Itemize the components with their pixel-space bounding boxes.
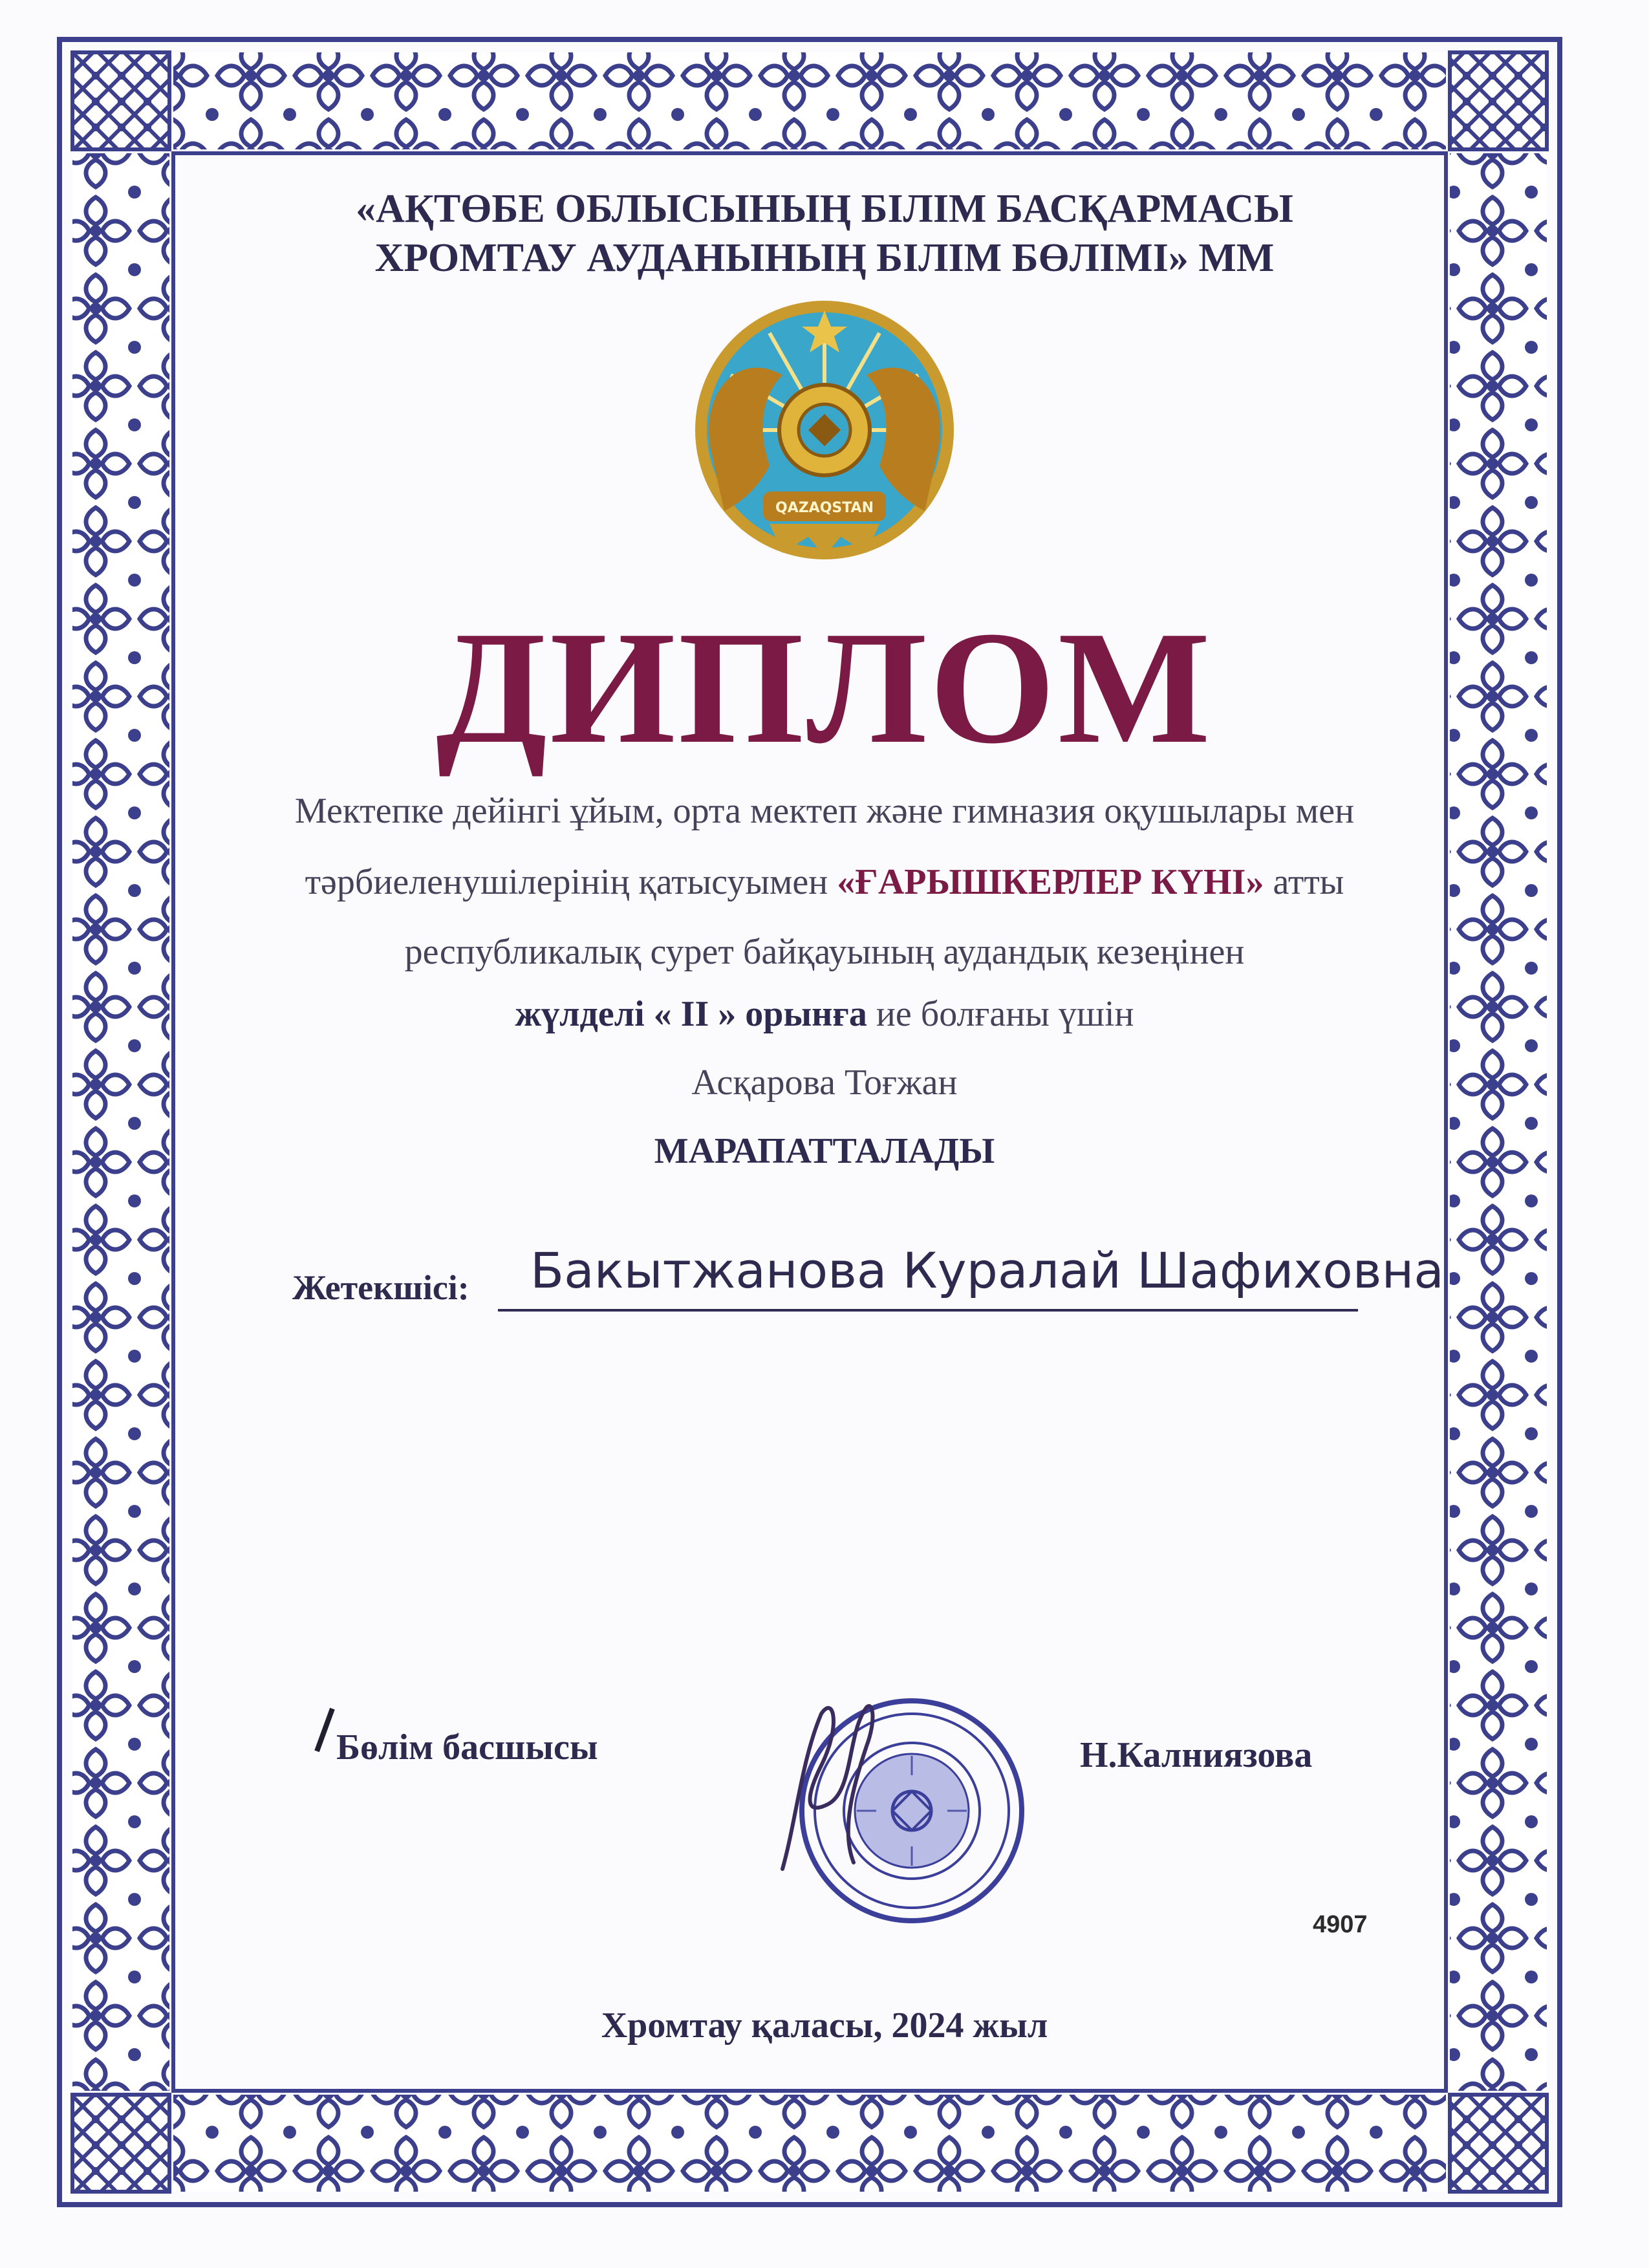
supervisor-label: Жетекшісі:	[292, 1268, 469, 1307]
body-line-2-prefix: тәрбиеленушілерінің қатысуымен	[305, 862, 837, 902]
awarded-text: МАРАПАТТАЛАДЫ	[654, 1131, 995, 1171]
supervisor-underline	[498, 1309, 1358, 1312]
emblem-text: QAZAQSTAN	[775, 500, 874, 516]
place-award: жүлделі « II » орынға	[515, 994, 867, 1034]
official-seal-icon	[744, 1656, 1041, 1953]
organization-header	[0, 184, 1649, 283]
organization-line-2: ХРОМТАУ АУДАНЫНЫҢ БІЛІМ БӨЛІМІ» ММ	[374, 236, 1275, 280]
body-line-1: Мектепке дейінгі ұйым, орта мектеп және гимназия оқушылары мен	[294, 791, 1355, 831]
body-line-2-suffix: атты	[1264, 862, 1344, 902]
body-line-3: республикалық сурет байқауының аудандық кезеңінен	[404, 932, 1245, 972]
contest-name: «ҒАРЫШКЕРЛЕР КҮНІ»	[837, 862, 1264, 902]
registration-number: 4907	[1313, 1911, 1368, 1938]
place-and-year: Хромтау қаласы, 2024 жыл	[601, 2005, 1048, 2046]
body-line-4	[0, 993, 1649, 1035]
body-line-4-rest: ие болғаны үшін	[867, 994, 1134, 1034]
supervisor-name: Бакытжанова Куралай Шафиховна	[530, 1242, 1444, 1299]
diploma-title: ДИПЛОМ	[436, 598, 1213, 777]
organization-line-1: «АҚТӨБЕ ОБЛЫСЫНЫҢ БІЛІМ БАСҚАРМАСЫ	[356, 187, 1293, 231]
recipient-name: Асқарова Тоғжан	[691, 1063, 958, 1103]
body-line-2	[0, 861, 1649, 903]
kazakhstan-emblem-icon	[685, 297, 964, 563]
head-name: Н.Калниязова	[1080, 1735, 1313, 1775]
head-position-label: Бөлім басшысы	[336, 1727, 598, 1767]
